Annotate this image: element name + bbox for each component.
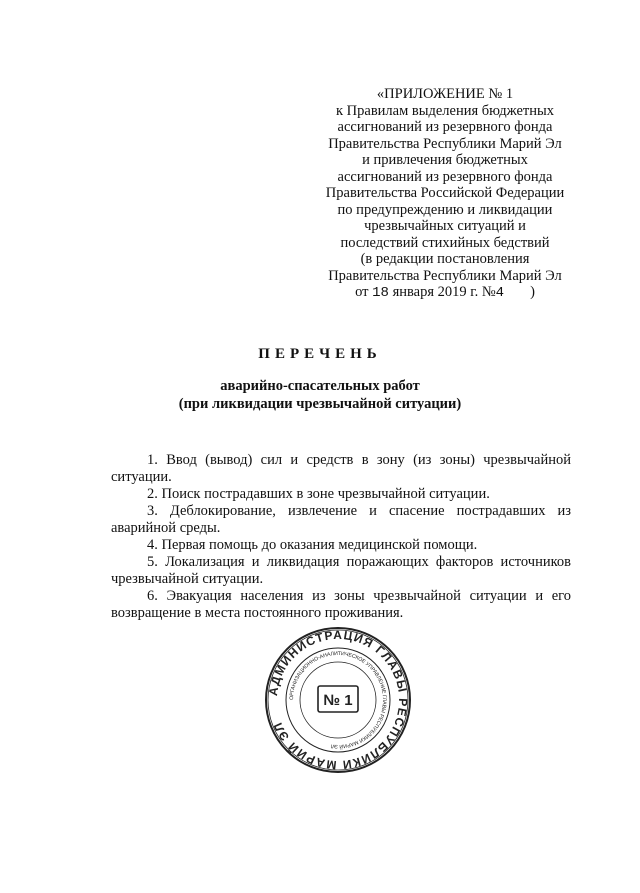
appendix-line: Правительства Российской Федерации <box>325 185 565 201</box>
appendix-line: по предупреждению и ликвидации <box>337 201 553 218</box>
document-number: 4 <box>495 285 505 301</box>
appendix-line: и привлечения бюджетных <box>362 152 528 168</box>
appendix-line: «ПРИЛОЖЕНИЕ № 1 <box>376 86 514 102</box>
appendix-line: Правительства Республики Марий Эл <box>328 135 562 152</box>
appendix-line: ассигнований из резервного фонда <box>337 168 553 185</box>
appendix-header <box>300 86 590 302</box>
date-prefix: от <box>355 284 369 300</box>
list-item: 3. Деблокирование, извлечение и спасение пострадавших из аварийной среды. <box>111 503 571 536</box>
list-item: 1. Ввод (вывод) сил и средств в зону (из зоны) чрезвычайной ситуации. <box>111 452 571 485</box>
appendix-line: (в редакции постановления <box>360 251 530 267</box>
works-list <box>111 452 571 622</box>
list-item: 6. Эвакуация населения из зоны чрезвычайной ситуации и его возвращение в места постоянного проживания. <box>111 588 571 621</box>
stamp-seal <box>264 626 412 774</box>
stamp-number: № 1 <box>323 692 353 709</box>
stamp-inner-text: ОРГАНИЗАЦИОННО-АНАЛИТИЧЕСКОЕ УПРАВЛЕНИЕ ГЛАВЫ РЕСПУБЛИКИ МАРИЙ ЭЛ <box>288 650 388 750</box>
list-item: 2. Поиск пострадавших в зоне чрезвычайной ситуации. <box>147 486 490 502</box>
date-suffix: ) <box>530 284 535 300</box>
stamp-outer-text: АДМИНИСТРАЦИЯ ГЛАВЫ РЕСПУБЛИКИ МАРИЙ ЭЛ <box>266 627 411 773</box>
document-title: ПЕРЕЧЕНЬ <box>258 346 382 362</box>
list-item: 5. Локализация и ликвидация поражающих факторов источников чрезвычайной ситуации. <box>111 554 571 587</box>
date-month-year: января 2019 г. № <box>392 284 496 300</box>
appendix-date-line <box>300 284 590 302</box>
official-stamp <box>264 626 412 774</box>
date-day: 18 <box>372 285 389 301</box>
appendix-line: к Правилам выделения бюджетных <box>336 102 554 119</box>
document-subtitle <box>0 377 640 413</box>
appendix-line: чрезвычайных ситуаций и <box>364 218 526 234</box>
appendix-line: Правительства Республики Марий Эл <box>328 267 562 284</box>
appendix-line: последствий стихийных бедствий <box>340 234 550 251</box>
subtitle-line: (при ликвидации чрезвычайной ситуации) <box>178 396 462 412</box>
list-item: 4. Первая помощь до оказания медицинской помощи. <box>147 537 478 553</box>
appendix-line: ассигнований из резервного фонда <box>337 119 553 135</box>
subtitle-line: аварийно-спасательных работ <box>220 378 420 394</box>
